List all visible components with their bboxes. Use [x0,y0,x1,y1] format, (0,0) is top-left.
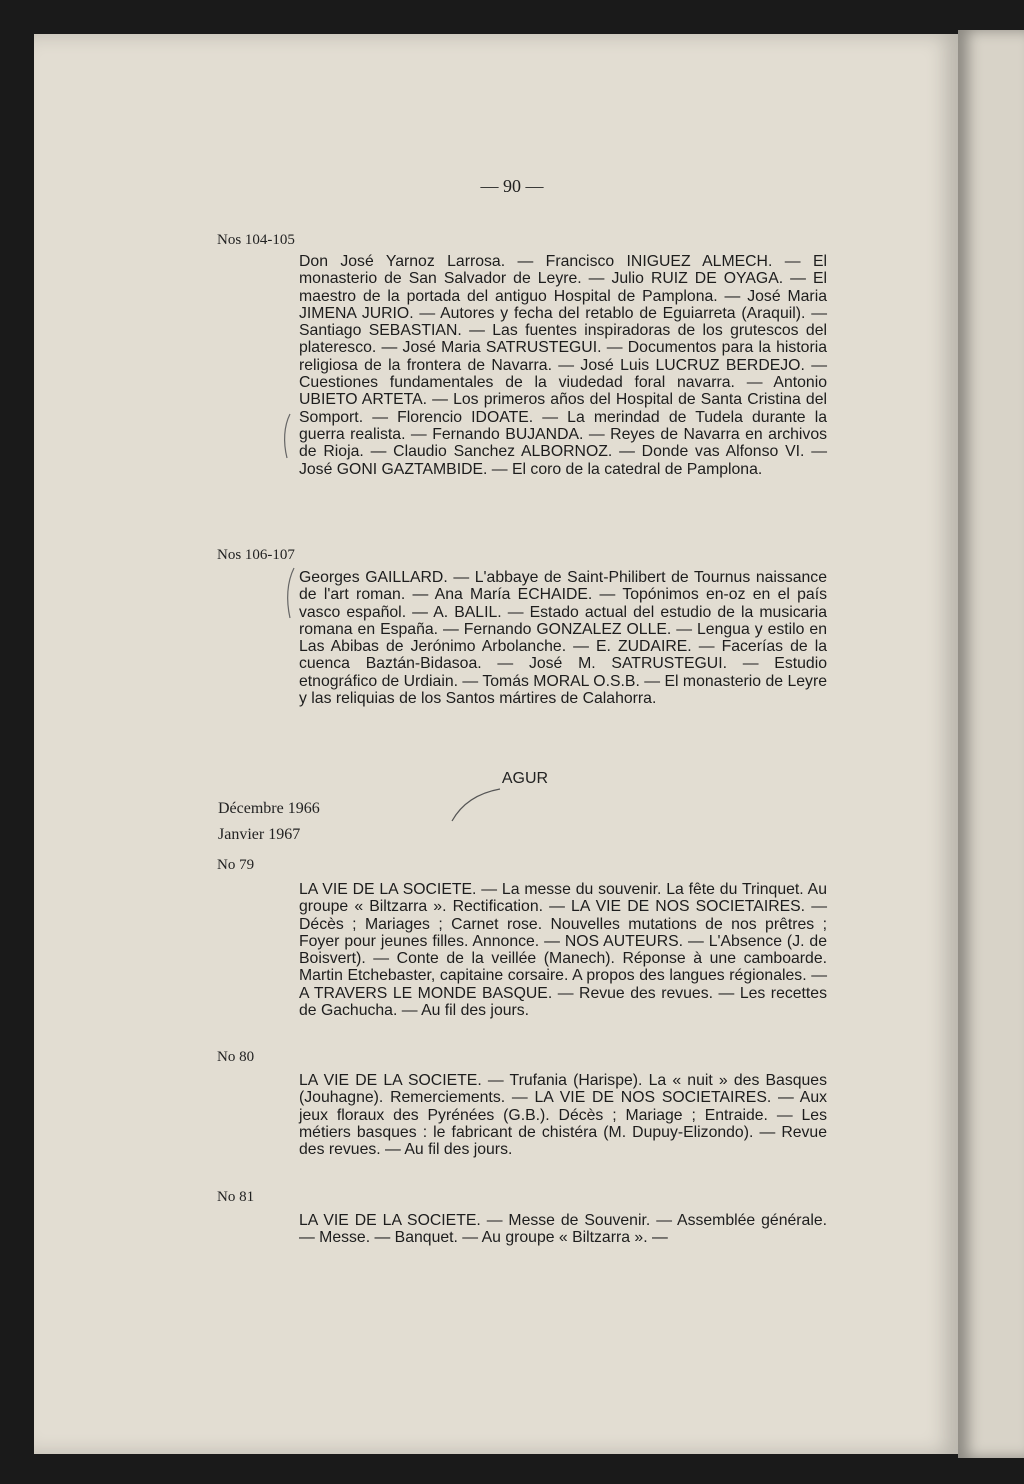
facing-page-edge [958,30,1024,1458]
pencil-mark-bracket [278,412,298,462]
pencil-mark-bracket [282,566,300,622]
issue-contents-104-105: Don José Yarnoz Larrosa. — Francisco INIGUEZ ALMECH. — El monasterio de San Salvador de Leyre. — Julio RUIZ DE OYAGA. — El maestro de la portada del antiguo Hospital de Pamplona. — José Maria JIMENA JURIO. — Autores y fecha del retablo de Eguiarreta (Araquil). — Santiago SEBASTIAN. — Las fuentes inspiradoras de los grutescos del plateresco. — José Maria SATRUSTEGUI. — Documentos para la historia religiosa de la frontera de Navarra. — José Luis LUCRUZ BERDEJO. — Cuestiones fundamentales de la viudedad foral navarra. — Antonio UBIETO ARTETA. — Los primeros años del Hospital de Santa Cristina del Somport. — Florencio IDOATE. — La merindad de Tudela durante la guerra realista. — Fernando BUJANDA. — Reyes de Navarra en archivos de Rioja. — Claudio Sanchez ALBORNOZ. — Donde vas Alfonso VI. — José GONI GAZTAMBIDE. — El coro de la catedral de Pamplona. [299,253,827,478]
issue-number-80: No 80 [217,1049,255,1065]
issue-contents-79: LA VIE DE LA SOCIETE. — La messe du souvenir. La fête du Trinquet. Au groupe « Biltzarra ». Rectification. — LA VIE DE NOS SOCIETAIRES. — Décès ; Mariages ; Carnet rose. Nouvelles mutations de nos prêtres ; Foyer pour jeunes filles. Annonce. — NOS AUTEURS. — L'Absence (J. de Boisvert). — Conte de la veillée (Manech). Réponse à une camboarde. Martin Etchebaster, capitaine corsaire. A propos des langues régionales. — A TRAVERS LE MONDE BASQUE. — Revue des revues. — Les recettes de Gachucha. — Au fil des jours. [299,881,827,1020]
issue-number-81: No 81 [217,1189,255,1205]
date-january-1967: Janvier 1967 [218,826,301,843]
issue-contents-80: LA VIE DE LA SOCIETE. — Trufania (Harispe). La « nuit » des Basques (Jouhagne). Remerciements. — LA VIE DE NOS SOCIETAIRES. — Aux jeux floraux des Pyrénées (G.B.). Décès ; Mariage ; Entraide. — Les métiers basques : le fabricant de chistéra (M. Dupuy-Elizondo). — Revue des revues. — Au fil des jours. [299,1072,827,1159]
issue-contents-106-107: Georges GAILLARD. — L'abbaye de Saint-Philibert de Tournus naissance de l'art roman. — Ana María ECHAIDE. — Topónimos en-oz en el país vasco español. — A. BALIL. — Estado actual del estudio de la musicaria romana en España. — Fernando GONZALEZ OLLE. — Lengua y estilo en Las Abibas de Jerónimo Arbolanche. — E. ZUDAIRE. — Facerías de la cuenca Baztán-Bidasoa. — José M. SATRUSTEGUI. — Estudio etnográfico de Urdiain. — Tomás MORAL O.S.B. — El monasterio de Leyre y las reliquias de los Santos mártires de Calahorra. [299,569,827,708]
pencil-mark-stroke [448,785,504,825]
issue-contents-81: LA VIE DE LA SOCIETE. — Messe de Souvenir. — Assemblée générale. — Messe. — Banquet. — Au groupe « Biltzarra ». — [299,1212,827,1247]
issue-number-79: No 79 [217,857,255,873]
date-december-1966: Décembre 1966 [218,800,320,817]
issue-number-104-105: Nos 104-105 [217,232,295,248]
issue-number-106-107: Nos 106-107 [217,547,295,563]
page-number: — 90 — [480,176,544,196]
section-title-agur: AGUR [501,770,549,787]
